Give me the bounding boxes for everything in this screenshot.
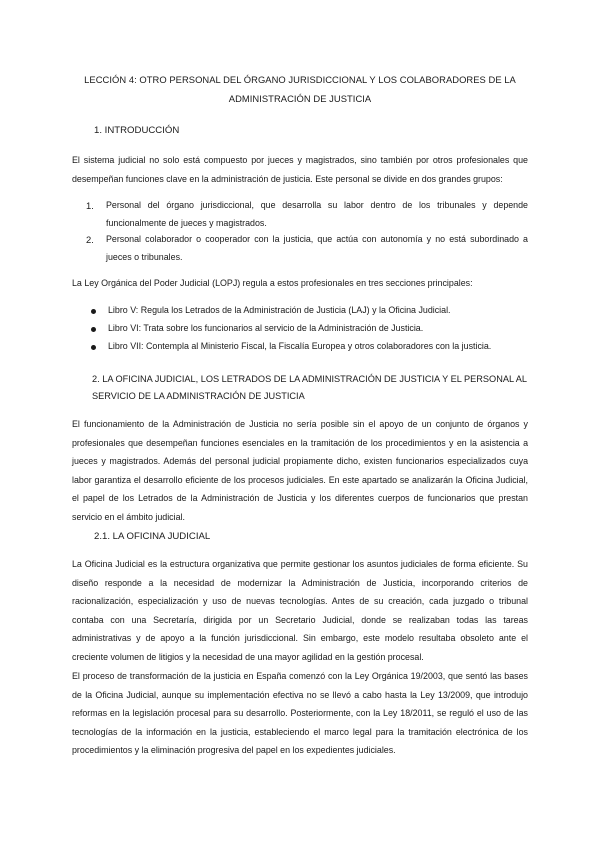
- list-item-text: Personal del órgano jurisdiccional, que desarrolla su labor dentro de los tribunales y depende funcionalmente de jueces y magistrados.: [106, 200, 528, 228]
- document-title: LECCIÓN 4: OTRO PERSONAL DEL ÓRGANO JURISDICCIONAL Y LOS COLABORADORES DE LA ADMINISTRACIÓN DE JUSTICIA: [84, 74, 516, 104]
- list-item-text: Libro V: Regula los Letrados de la Administración de Justicia (LAJ) y la Oficina Judicial.: [108, 305, 451, 315]
- section21-paragraph-1: La Oficina Judicial es la estructura organizativa que permite gestionar los asuntos judiciales de forma eficiente. Su diseño responde a la necesidad de modernizar la Administración de Justicia, incorporando criterios de racionalización, especialización y uso de nuevas tecnologías. Antes de su creación, cada juzgado o tribunal contaba con una Secretaría, dirigida por un Secretario Judicial, donde se realizaban todas las tareas administrativas y de apoyo a la función jurisdiccional. Sin embargo, este modelo resultaba obsoleto ante el creciente volumen de litigios y la necesidad de una mayor agilidad en la gestión procesal.: [72, 559, 528, 662]
- bullet-icon: [91, 327, 96, 332]
- section-heading-oficina-letrados: 2. LA OFICINA JUDICIAL, LOS LETRADOS DE LA ADMINISTRACIÓN DE JUSTICIA Y EL PERSONAL AL SERVICIO DE LA ADMINISTRACIÓN DE JUSTICIA: [92, 374, 527, 401]
- bullet-icon: [91, 309, 96, 314]
- intro-paragraph: El sistema judicial no solo está compuesto por jueces y magistrados, sino también por otros profesionales que desempeñan funciones clave en la administración de justicia. Este personal se divide en dos grandes grupos:: [72, 155, 528, 184]
- list-number: 2.: [86, 234, 94, 245]
- list-item-text: Personal colaborador o cooperador con la justicia, que actúa con autonomía y no está subordinado a jueces o tribunales.: [106, 234, 528, 262]
- list-item: [88, 320, 528, 338]
- list-item: [88, 231, 528, 266]
- bullet-icon: [91, 345, 96, 350]
- section-heading-oficina-judicial: 2.1. LA OFICINA JUDICIAL: [94, 531, 211, 542]
- list-item: [88, 302, 528, 320]
- section21-paragraph-2: El proceso de transformación de la justicia en España comenzó con la Ley Orgánica 19/2003, que sentó las bases de la Oficina Judicial, aunque su implementación efectiva no se llevó a cabo hasta la Ley 13/2009, que introdujo reformas en la legislación procesal para su desarrollo. Posteriormente, con la Ley 18/2011, se reguló el uso de las tecnologías de la información en la justicia, estableciendo el marco legal para la tramitación electrónica de los procedimientos y la eliminación progresiva del papel en los expedientes judiciales.: [72, 671, 528, 755]
- list-item: [88, 338, 528, 356]
- list-item: [88, 197, 528, 232]
- list-item-text: Libro VII: Contempla al Ministerio Fiscal, la Fiscalía Europea y otros colaboradores con la justicia.: [108, 341, 492, 351]
- list-number: 1.: [86, 200, 94, 211]
- list-item-text: Libro VI: Trata sobre los funcionarios al servicio de la Administración de Justicia.: [108, 323, 424, 333]
- section-heading-introduccion: 1. INTRODUCCIÓN: [94, 125, 180, 136]
- lopj-paragraph: La Ley Orgánica del Poder Judicial (LOPJ) regula a estos profesionales en tres secciones principales:: [72, 278, 473, 288]
- section2-paragraph: El funcionamiento de la Administración de Justicia no sería posible sin el apoyo de un conjunto de órganos y profesionales que desempeñan funciones esenciales en la tramitación de los procedimientos y en la asistencia a jueces y magistrados. Además del personal judicial propiamente dicho, existen funcionarios especializados cuya labor garantiza el desarrollo eficiente de los procesos judiciales. En este apartado se analizarán la Oficina Judicial, el papel de los Letrados de la Administración de Justicia y los diferentes cuerpos de funcionarios que prestan servicio en el ámbito judicial.: [72, 419, 528, 522]
